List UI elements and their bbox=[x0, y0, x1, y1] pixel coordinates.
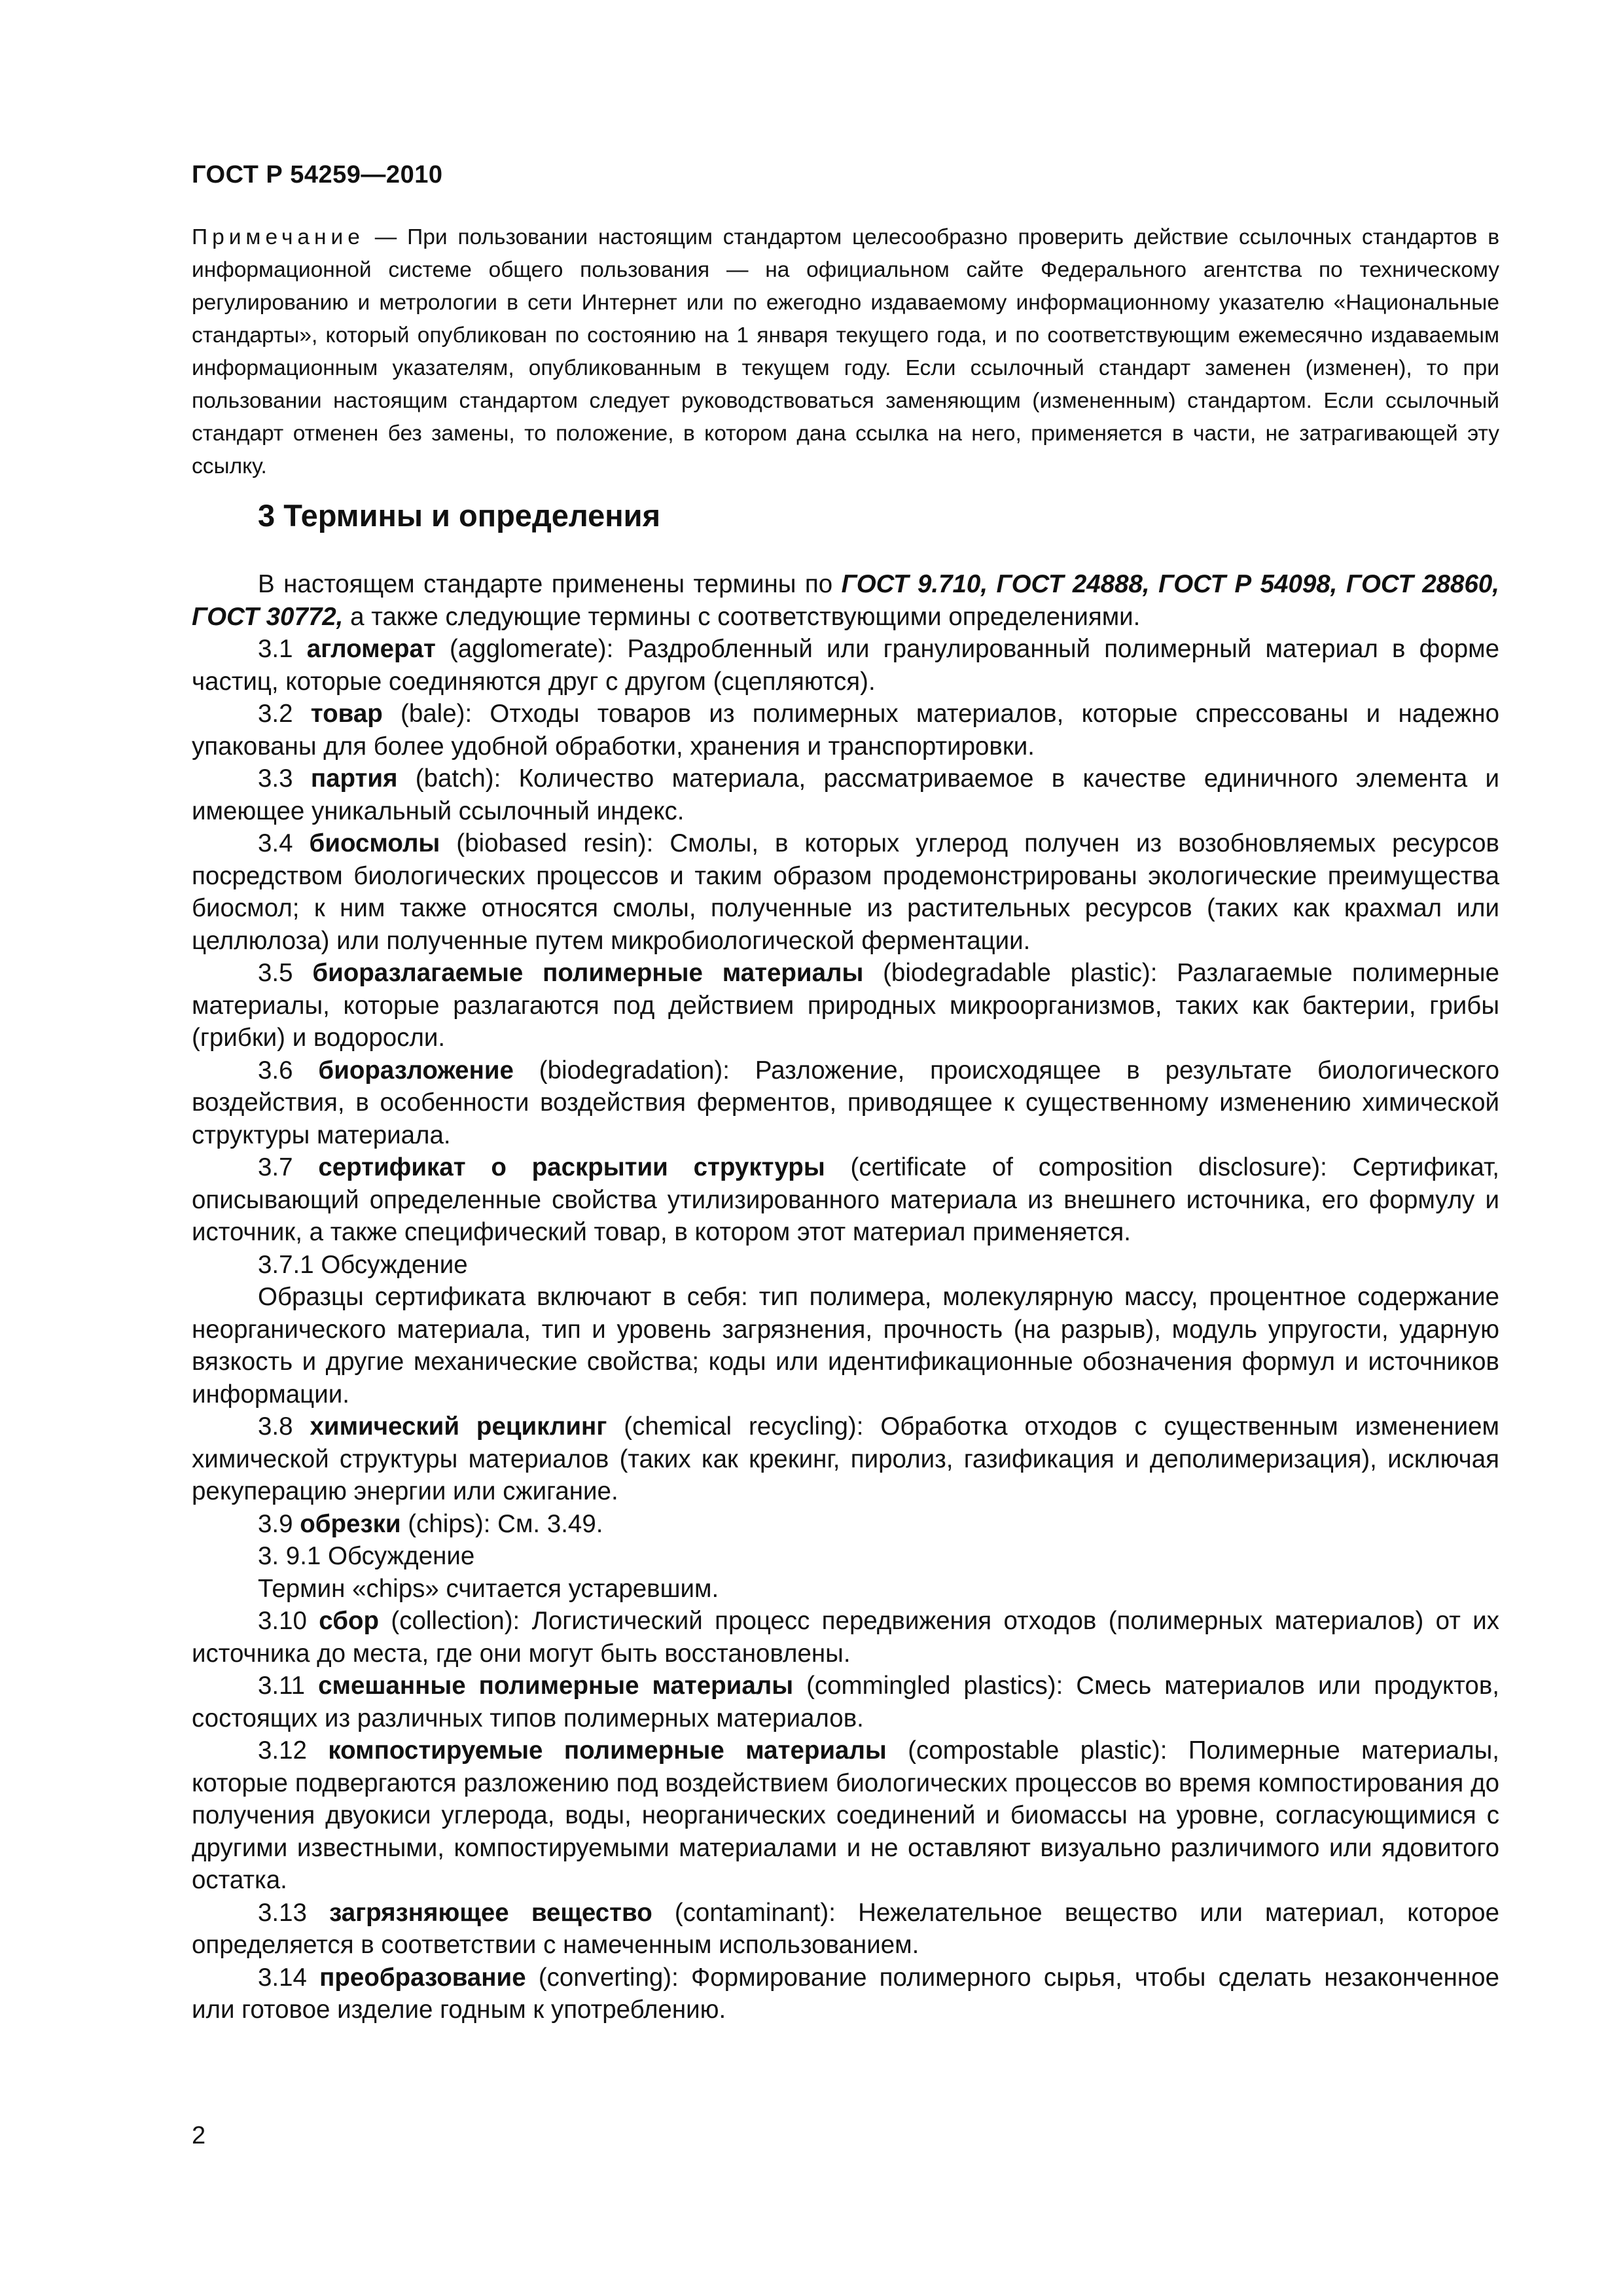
term-number: 3. 9.1 bbox=[258, 1542, 321, 1570]
term-name: сбор bbox=[319, 1607, 380, 1635]
term-number: 3.14 bbox=[258, 1963, 307, 1992]
term-number: 3.11 bbox=[258, 1672, 306, 1700]
term-definition: (biodegradable plastic): Разлагаемые полимерные материалы, которые разлагаются под действием природных микроорганизмов, таких как бактерии, грибы (грибки) и водоросли. bbox=[192, 959, 1500, 1052]
term-definition: Термин «chips» считается устаревшим. bbox=[258, 1574, 719, 1603]
term-name: товар bbox=[310, 700, 383, 728]
note-text: — При пользовании настоящим стандартом целесообразно проверить действие ссылочных стандартов в информационной системе общего пользования — на официальном сайте Федерального агентства по техническому регулированию и метрологии в сети Интернет или по ежегодно издаваемому информационному указателю «Национальные стандарты», который опубликован по состоянию на 1 января текущего года, и по соответствующим ежемесячно издаваемым информационным указателям, опубликованным в текущем году. Если ссылочный стандарт заменен (изменен), то при пользовании настоящим стандартом следует руководствоваться заменяющим (измененным) стандартом. Если ссылочный стандарт отменен без замены, то положение, в котором дана ссылка на него, применяется в части, не затрагивающей эту ссылку. bbox=[192, 225, 1499, 478]
term-number: 3.13 bbox=[258, 1898, 307, 1927]
term-number: 3.4 bbox=[258, 829, 293, 857]
intro-before: В настоящем стандарте применены термины по bbox=[258, 570, 842, 598]
term-number: 3.7 bbox=[258, 1153, 293, 1181]
term-paragraph bbox=[192, 1734, 1499, 1897]
term-definition: Обсуждение bbox=[328, 1542, 475, 1570]
term-number: 3.6 bbox=[258, 1056, 293, 1085]
term-definition: (batch): Количество материала, рассматриваемое в качестве единичного элемента и имеющее уникальный ссылочный индекс. bbox=[192, 764, 1499, 825]
term-paragraph bbox=[192, 1670, 1499, 1734]
term-definition: (chips): См. 3.49. bbox=[401, 1509, 603, 1538]
term-paragraph bbox=[192, 1249, 1499, 1282]
term-definition: (converting): Формирование полимерного сырья, чтобы сделать незаконченное или готовое изделие годным к употреблению. bbox=[192, 1963, 1499, 2024]
term-definition: (contaminant): Нежелательное вещество или материал, которое определяется в соответствии с намеченным использованием. bbox=[192, 1898, 1499, 1959]
term-paragraph bbox=[192, 633, 1499, 698]
term-name: компостируемые полимерные материалы bbox=[328, 1736, 887, 1765]
term-name: агломерат bbox=[306, 635, 436, 663]
term-number: 3.12 bbox=[258, 1736, 307, 1765]
term-paragraph bbox=[192, 1508, 1499, 1541]
term-name: биоразлагаемые полимерные материалы bbox=[312, 959, 864, 987]
section-title: 3 Термины и определения bbox=[258, 498, 660, 533]
term-paragraph bbox=[192, 1281, 1499, 1410]
term-definition: (biodegradation): Разложение, происходящее в результате биологического воздействия, в особенности воздействия ферментов, приводящее к существенному изменению химической структуры материала. bbox=[192, 1056, 1499, 1149]
term-number: 3.10 bbox=[258, 1607, 307, 1635]
term-number: 3.9 bbox=[258, 1509, 293, 1538]
term-definition: (bale): Отходы товаров из полимерных материалов, которые спрессованы и надежно упакованы для более удобной обработки, хранения и транспортировки. bbox=[192, 700, 1499, 761]
term-name: партия bbox=[310, 764, 398, 793]
term-number: 3.5 bbox=[258, 959, 293, 987]
page-number: 2 bbox=[192, 2122, 206, 2149]
note-label: Примечание bbox=[192, 225, 365, 249]
term-name: химический рециклинг bbox=[310, 1412, 607, 1441]
term-name: обрезки bbox=[300, 1509, 401, 1538]
term-name: загрязняющее вещество bbox=[329, 1898, 652, 1927]
note-paragraph bbox=[192, 221, 1499, 483]
term-name: смешанные полимерные материалы bbox=[318, 1672, 794, 1700]
term-definition: (compostable plastic): Полимерные материалы, которые подвергаются разложению под воздействием биологических процессов во время компостирования до получения двуокиси углерода, воды, неорганических соединений и биомассы на уровне, согласующимися с другими известными, компостируемыми материалами и не оставляют визуально различимого или ядовитого остатка. bbox=[192, 1736, 1499, 1894]
term-paragraph bbox=[192, 698, 1499, 762]
term-number: 3.3 bbox=[258, 764, 293, 793]
terms-body bbox=[192, 568, 1499, 2026]
term-paragraph bbox=[192, 957, 1499, 1054]
term-definition: (chemical recycling): Обработка отходов с существенным изменением химической структуры материалов (таких как крекинг, пиролиз, газификация и деполимеризация), исключая рекуперацию энергии или сжигание. bbox=[192, 1412, 1499, 1505]
term-name: биоразложение bbox=[318, 1056, 514, 1085]
term-definition: (certificate of composition disclosure): Сертификат, описывающий определенные свойства утилизированного материала из внешнего источника, его формулу и источник, а также специфический товар, в котором этот материал применяется. bbox=[192, 1153, 1500, 1246]
term-definition: (commingled plastics): Смесь материалов или продуктов, состоящих из различных типов полимерных материалов. bbox=[192, 1672, 1499, 1732]
term-paragraph bbox=[192, 762, 1499, 827]
term-name: сертификат о раскрытии структуры bbox=[318, 1153, 825, 1181]
term-definition: Образцы сертификата включают в себя: тип полимера, молекулярную массу, процентное содержание неорганического материала, тип и уровень загрязнения, прочность (на разрыв), модуль упругости, ударную вязкость и другие механические свойства; коды или идентификационные обозначения формул и источников информации. bbox=[192, 1283, 1499, 1408]
term-paragraph bbox=[192, 827, 1499, 957]
term-number: 3.7.1 bbox=[258, 1250, 314, 1279]
term-definition: Обсуждение bbox=[321, 1250, 468, 1279]
terms-list bbox=[192, 633, 1499, 2026]
term-definition: (collection): Логистический процесс передвижения отходов (полимерных материалов) от их источника до места, где они могут быть восстановлены. bbox=[192, 1607, 1499, 1668]
term-name: преобразование bbox=[319, 1963, 526, 1992]
document-header: ГОСТ Р 54259—2010 bbox=[192, 161, 443, 188]
term-paragraph bbox=[192, 1573, 1499, 1605]
term-paragraph bbox=[192, 1897, 1499, 1962]
term-definition: (agglomerate): Раздробленный или гранулированный полимерный материал в форме частиц, которые соединяются друг с другом (сцепляются). bbox=[192, 635, 1500, 696]
term-paragraph bbox=[192, 1605, 1499, 1670]
term-number: 3.1 bbox=[258, 635, 293, 663]
term-number: 3.2 bbox=[258, 700, 293, 728]
term-definition: (biobased resin): Смолы, в которых углерод получен из возобновляемых ресурсов посредством биологических процессов и таким образом продемонстрированы экологические преимущества биосмол; к ним также относятся смолы, полученные из растительных ресурсов (таких как крахмал или целлюлоза) или полученные путем микробиологической ферментации. bbox=[192, 829, 1499, 955]
term-paragraph bbox=[192, 1962, 1499, 2026]
term-number: 3.8 bbox=[258, 1412, 293, 1441]
intro-references: ГОСТ 9.710, ГОСТ 24888, ГОСТ Р 54098, ГОСТ 28860, ГОСТ 30772, bbox=[192, 570, 1499, 631]
intro-paragraph bbox=[192, 568, 1499, 633]
intro-after: а также следующие термины с соответствующими определениями. bbox=[343, 602, 1141, 631]
term-paragraph bbox=[192, 1540, 1499, 1573]
term-name: биосмолы bbox=[309, 829, 440, 857]
term-paragraph bbox=[192, 1054, 1499, 1152]
term-paragraph bbox=[192, 1410, 1499, 1508]
term-paragraph bbox=[192, 1151, 1499, 1249]
